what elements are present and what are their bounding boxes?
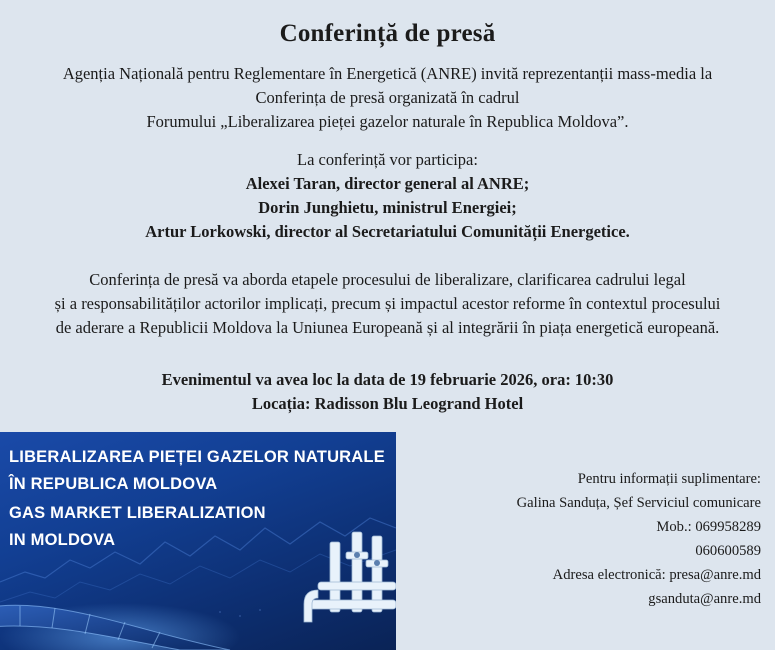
page-title: Conferință de presă <box>279 20 496 47</box>
intro-paragraph <box>0 62 775 134</box>
intro-line: Forumului „Liberalizarea pieței gazelor naturale în Republica Moldova”. <box>146 112 629 131</box>
banner-title-line: GAS MARKET LIBERALIZATION <box>9 504 266 522</box>
participant-name: Artur Lorkowski, director al Secretariatului Comunității Energetice. <box>145 222 630 241</box>
contact-email: gsanduta@anre.md <box>648 591 761 607</box>
contact-email: Adresa electronică: presa@anre.md <box>552 567 761 583</box>
participant-name: Alexei Taran, director general al ANRE; <box>245 174 530 193</box>
contact-person: Galina Sanduța, Șef Serviciul comunicare <box>516 495 761 511</box>
agenda-paragraph <box>0 268 775 340</box>
participants-heading: La conferință vor participa: <box>297 150 478 169</box>
agenda-line: Conferința de presă va aborda etapele procesului de liberalizare, clarificarea cadrului legal <box>89 270 686 289</box>
banner-title-line: IN MOLDOVA <box>9 531 116 549</box>
participants-section <box>0 148 775 244</box>
contact-phone: 060600589 <box>695 543 761 559</box>
contact-info <box>431 467 761 611</box>
intro-line: Conferința de presă organizată în cadrul <box>255 88 520 107</box>
contact-heading: Pentru informații suplimentare: <box>577 471 761 487</box>
agenda-line: de aderare a Republicii Moldova la Uniunea Europeană și al integrării în piața energetică europeană. <box>55 318 720 337</box>
event-location: Locația: Radisson Blu Leogrand Hotel <box>251 394 524 413</box>
participant-name: Dorin Junghietu, ministrul Energiei; <box>258 198 517 217</box>
banner-title-line: LIBERALIZAREA PIEȚEI GAZELOR NATURALE <box>9 448 385 466</box>
agenda-line: și a responsabilităților actorilor implicați, precum și impactul acestor reforme în contextul procesului <box>54 294 721 313</box>
contact-phone: Mob.: 069958289 <box>656 519 761 535</box>
event-details <box>0 368 775 416</box>
event-date: Evenimentul va avea loc la data de 19 februarie 2026, ora: 10:30 <box>161 370 614 389</box>
forum-banner-image <box>0 432 396 650</box>
banner-title-line: ÎN REPUBLICA MOLDOVA <box>9 475 218 493</box>
intro-line: Agenția Națională pentru Reglementare în Energetică (ANRE) invită reprezentanții mass-media la <box>62 64 713 83</box>
